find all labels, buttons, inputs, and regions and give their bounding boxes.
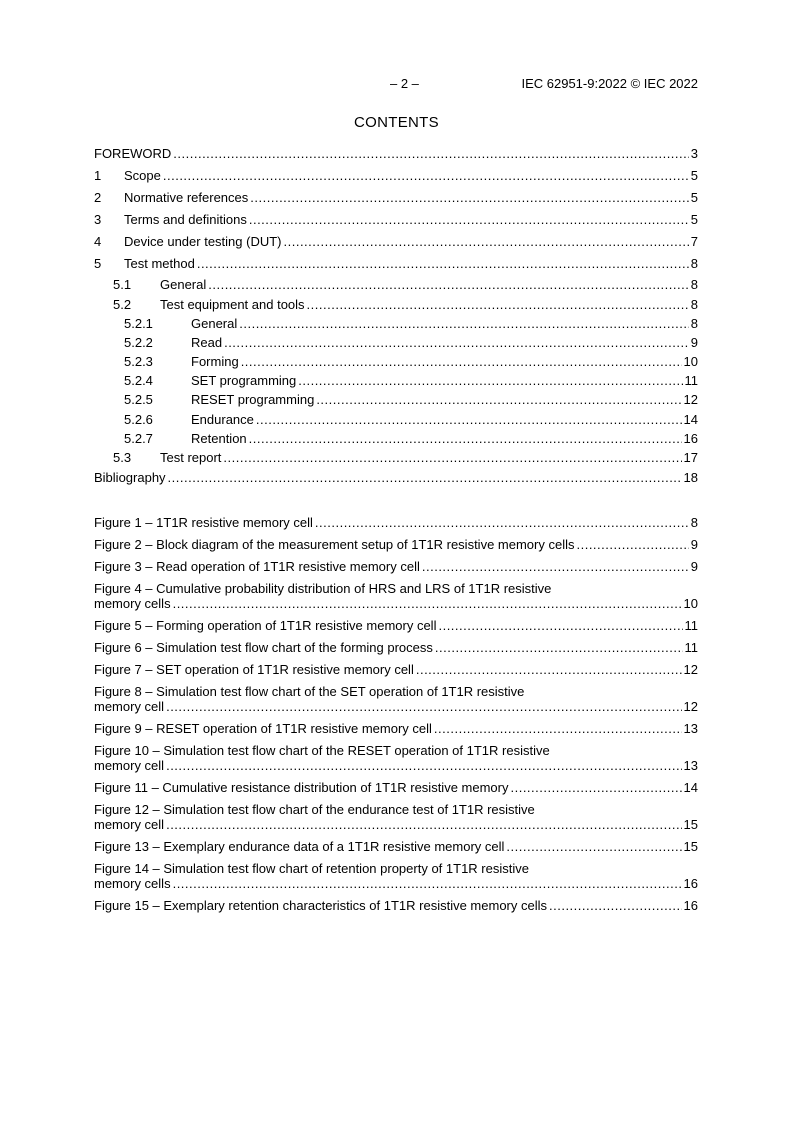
figure-entry-line <box>94 515 698 530</box>
figure-entry-title: Figure 7 – SET operation of 1T1R resistive memory cell <box>94 662 414 677</box>
figure-entry-title: Figure 12 – Simulation test flow chart of the endurance test of 1T1R resistive <box>94 802 535 817</box>
figure-entry-title: Figure 1 – 1T1R resistive memory cell <box>94 515 313 530</box>
figure-entry[interactable] <box>94 515 698 530</box>
dot-leader <box>506 839 681 854</box>
toc-entry-number: 5.2.6 <box>124 412 153 427</box>
figure-entry-page: 14 <box>683 780 698 795</box>
toc-entry-page: 5 <box>690 168 698 183</box>
toc-entry-title: Scope <box>124 168 161 183</box>
toc-entry-number: 3 <box>94 212 102 227</box>
toc-entry-number: 5.1 <box>113 277 132 292</box>
dot-leader <box>422 559 689 574</box>
document-reference: IEC 62951-9:2022 © IEC 2022 <box>521 76 698 91</box>
toc-entry[interactable] <box>94 256 698 271</box>
toc-entry-title: FOREWORD <box>94 146 172 161</box>
dot-leader <box>249 212 689 227</box>
figure-entry-page: 12 <box>683 662 698 677</box>
figure-entry-line <box>94 758 698 773</box>
figure-entry-title: Figure 4 – Cumulative probability distribution of HRS and LRS of 1T1R resistive <box>94 581 552 596</box>
figure-entry-page: 11 <box>684 640 698 655</box>
figure-entry-title: Figure 3 – Read operation of 1T1R resistive memory cell <box>94 559 420 574</box>
toc-entry-number: 5.2 <box>113 297 132 312</box>
figure-entry-page: 9 <box>690 559 698 574</box>
figure-entry-page: 10 <box>683 596 698 611</box>
toc-entry-number: 5 <box>94 256 102 271</box>
dot-leader <box>438 618 682 633</box>
figure-entry[interactable] <box>94 898 698 913</box>
figure-entry-line <box>94 537 698 552</box>
contents-title: CONTENTS <box>354 114 439 131</box>
dot-leader <box>249 431 682 446</box>
figure-entry-title: Figure 14 – Simulation test flow chart of retention property of 1T1R resistive <box>94 861 529 876</box>
toc-entry[interactable] <box>124 412 698 427</box>
figure-entry[interactable] <box>94 640 698 655</box>
dot-leader <box>316 392 681 407</box>
toc-entry-page: 8 <box>690 256 698 271</box>
toc-entry-number: 1 <box>94 168 102 183</box>
toc-entry[interactable] <box>124 354 698 369</box>
dot-leader <box>298 373 682 388</box>
figure-entry-title: Figure 11 – Cumulative resistance distribution of 1T1R resistive memory <box>94 780 509 795</box>
figure-entry-title: Figure 5 – Forming operation of 1T1R resistive memory cell <box>94 618 437 633</box>
dot-leader <box>307 297 689 312</box>
dot-leader <box>416 662 682 677</box>
toc-entry-page: 12 <box>683 392 698 407</box>
figure-entry-page: 8 <box>690 515 698 530</box>
toc-entry[interactable] <box>113 277 698 292</box>
toc-entry[interactable] <box>94 168 698 183</box>
toc-entry-number: 5.2.7 <box>124 431 153 446</box>
figure-entry-line <box>94 596 698 611</box>
dot-leader <box>284 234 689 249</box>
page-number: – 2 – <box>390 76 419 91</box>
toc-entry-number: 4 <box>94 234 102 249</box>
dot-leader <box>173 596 682 611</box>
dot-leader <box>549 898 682 913</box>
toc-entry-title: Read <box>191 335 223 350</box>
figure-entry-line <box>94 876 698 891</box>
figure-entry[interactable] <box>94 559 698 574</box>
toc-entry-number: 5.2.3 <box>124 354 153 369</box>
dot-leader <box>163 168 689 183</box>
dot-leader <box>239 316 689 331</box>
toc-entry-page: 3 <box>690 146 698 161</box>
toc-entry[interactable] <box>124 316 698 331</box>
toc-entry-title: General <box>160 277 207 292</box>
toc-entry-title: SET programming <box>191 373 297 388</box>
toc-entry-title: Normative references <box>124 190 249 205</box>
toc-entry[interactable] <box>124 431 698 446</box>
figure-entry-line <box>94 721 698 736</box>
toc-entry-page: 10 <box>683 354 698 369</box>
toc-entry-page: 8 <box>690 277 698 292</box>
toc-entry-number: 5.2.4 <box>124 373 153 388</box>
toc-entry-page: 17 <box>683 450 698 465</box>
toc-entry-title: Terms and definitions <box>124 212 247 227</box>
dot-leader <box>224 335 689 350</box>
figure-entry-title-cont: memory cell <box>94 817 165 832</box>
figure-entry-line <box>94 817 698 832</box>
dot-leader <box>208 277 689 292</box>
toc-entry-title: General <box>191 316 238 331</box>
toc-entry-number: 5.3 <box>113 450 132 465</box>
toc-entry[interactable] <box>124 373 698 388</box>
toc-entry-page: 8 <box>690 297 698 312</box>
figure-entry[interactable] <box>94 780 698 795</box>
figure-entry-page: 16 <box>683 876 698 891</box>
figure-entry-title-cont: memory cells <box>94 596 171 611</box>
toc-entry-number: 5.2.2 <box>124 335 153 350</box>
figure-entry-title: Figure 9 – RESET operation of 1T1R resistive memory cell <box>94 721 432 736</box>
figure-entry[interactable] <box>94 861 698 891</box>
figure-entry-line <box>94 618 698 633</box>
dot-leader <box>168 470 682 485</box>
toc-entry-number: 5.2.5 <box>124 392 153 407</box>
figure-entry-page: 13 <box>683 721 698 736</box>
dot-leader <box>197 256 689 271</box>
toc-entry[interactable] <box>94 470 698 485</box>
toc-entry[interactable] <box>94 234 698 249</box>
toc-entry-page: 5 <box>690 190 698 205</box>
toc-entry[interactable] <box>124 392 698 407</box>
toc-entry[interactable] <box>94 212 698 227</box>
toc-entry-title: Retention <box>191 431 247 446</box>
dot-leader <box>315 515 689 530</box>
figure-entry[interactable] <box>94 684 698 714</box>
toc-entry[interactable] <box>113 450 698 465</box>
figure-entry-title-cont: memory cell <box>94 758 165 773</box>
toc-entry-title: Test equipment and tools <box>160 297 305 312</box>
toc-entry[interactable] <box>94 146 698 161</box>
toc-entry-title: Forming <box>191 354 239 369</box>
toc-entry-page: 8 <box>690 316 698 331</box>
figure-entry[interactable] <box>94 721 698 736</box>
figure-entry-title: Figure 8 – Simulation test flow chart of the SET operation of 1T1R resistive <box>94 684 525 699</box>
toc-entry-title: RESET programming <box>191 392 315 407</box>
toc-entry-page: 16 <box>683 431 698 446</box>
figure-entry-title: Figure 6 – Simulation test flow chart of the forming process <box>94 640 433 655</box>
toc-entry-title: Test method <box>124 256 195 271</box>
toc-entry-page: 7 <box>690 234 698 249</box>
toc-entry-number: 5.2.1 <box>124 316 153 331</box>
dot-leader <box>166 699 681 714</box>
figure-entry-title-cont: memory cell <box>94 699 165 714</box>
dot-leader <box>166 817 681 832</box>
dot-leader <box>223 450 681 465</box>
dot-leader <box>434 721 682 736</box>
dot-leader <box>435 640 683 655</box>
figure-entry-title: Figure 13 – Exemplary endurance data of a 1T1R resistive memory cell <box>94 839 505 854</box>
toc-entry-title: Endurance <box>191 412 254 427</box>
figure-entry-line <box>94 640 698 655</box>
figure-entry-title: Figure 15 – Exemplary retention characteristics of 1T1R resistive memory cells <box>94 898 547 913</box>
toc-entry[interactable] <box>94 190 698 205</box>
figure-entry-title: Figure 2 – Block diagram of the measurement setup of 1T1R resistive memory cells <box>94 537 575 552</box>
toc-entry[interactable] <box>113 297 698 312</box>
figure-entry-page: 15 <box>683 839 698 854</box>
dot-leader <box>250 190 688 205</box>
dot-leader <box>510 780 681 795</box>
toc-entry-page: 5 <box>690 212 698 227</box>
figure-entry-page: 9 <box>690 537 698 552</box>
toc-entry-page: 9 <box>690 335 698 350</box>
figure-entry-page: 11 <box>684 618 698 633</box>
figure-entry[interactable] <box>94 802 698 832</box>
figure-entry[interactable] <box>94 839 698 854</box>
dot-leader <box>241 354 682 369</box>
toc-entry-title: Bibliography <box>94 470 166 485</box>
figure-entry[interactable] <box>94 662 698 677</box>
page-header <box>94 76 698 92</box>
toc-entry-title: Device under testing (DUT) <box>124 234 282 249</box>
figure-entry[interactable] <box>94 581 698 611</box>
figure-entry-page: 15 <box>683 817 698 832</box>
dot-leader <box>173 876 682 891</box>
toc-entry-page: 11 <box>684 373 698 388</box>
figure-entry-line <box>94 662 698 677</box>
figure-entry-page: 13 <box>683 758 698 773</box>
figure-entry-title-cont: memory cells <box>94 876 171 891</box>
figure-entry-line <box>94 839 698 854</box>
figure-entry-line <box>94 699 698 714</box>
dot-leader <box>173 146 688 161</box>
toc-entry-page: 14 <box>683 412 698 427</box>
figure-entry[interactable] <box>94 537 698 552</box>
toc-entry-page: 18 <box>683 470 698 485</box>
toc-entry-title: Test report <box>160 450 222 465</box>
toc-entry[interactable] <box>124 335 698 350</box>
figure-entry-page: 12 <box>683 699 698 714</box>
toc-entry-number: 2 <box>94 190 102 205</box>
dot-leader <box>256 412 682 427</box>
figure-entry-line <box>94 898 698 913</box>
figure-entry-page: 16 <box>683 898 698 913</box>
figure-entry-title: Figure 10 – Simulation test flow chart of the RESET operation of 1T1R resistive <box>94 743 550 758</box>
figure-entry[interactable] <box>94 618 698 633</box>
dot-leader <box>166 758 681 773</box>
dot-leader <box>576 537 688 552</box>
figure-entry[interactable] <box>94 743 698 773</box>
figure-entry-line <box>94 780 698 795</box>
figure-entry-line <box>94 559 698 574</box>
